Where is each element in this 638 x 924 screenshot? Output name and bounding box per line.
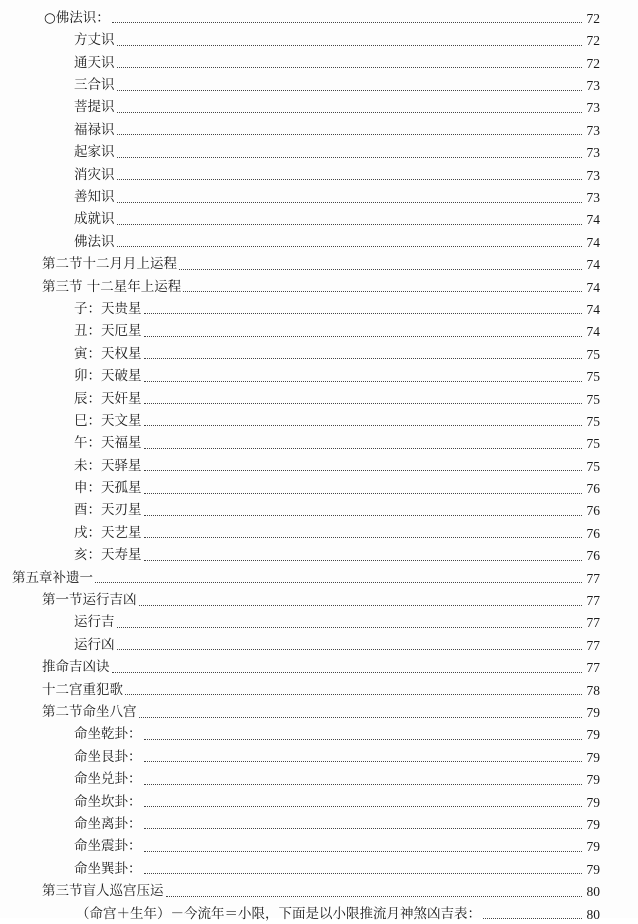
toc-entry-title: 成就识 bbox=[74, 211, 115, 228]
toc-entry-title: （命宫＋生年）－今流年＝小限，下面是以小限推流月神煞凶吉表： bbox=[76, 905, 481, 922]
toc-entry[interactable] bbox=[0, 342, 638, 364]
toc-entry-page-number: 79 bbox=[586, 839, 600, 855]
toc-entry-page-number: 73 bbox=[586, 167, 600, 183]
dot-leader bbox=[139, 604, 583, 606]
dot-leader bbox=[112, 671, 583, 673]
dot-leader bbox=[144, 447, 583, 449]
toc-entry-title: 辰：天奸星 bbox=[74, 390, 142, 407]
toc-entry-page-number: 77 bbox=[586, 615, 600, 631]
toc-entry-page-number: 73 bbox=[586, 190, 600, 206]
toc-entry[interactable] bbox=[0, 678, 638, 700]
toc-entry-page-number: 74 bbox=[586, 212, 600, 228]
toc-entry-title: 第三节 十二星年上运程 bbox=[42, 278, 182, 295]
toc-entry-page-number: 79 bbox=[586, 794, 600, 810]
toc-entry[interactable] bbox=[0, 73, 638, 95]
toc-entry-title: 三合识 bbox=[74, 77, 115, 94]
toc-entry-title: 未：天驿星 bbox=[74, 457, 142, 474]
dot-leader bbox=[117, 245, 583, 247]
dot-leader bbox=[144, 357, 583, 359]
toc-entry[interactable] bbox=[0, 28, 638, 50]
dot-leader bbox=[179, 268, 582, 270]
toc-entry[interactable] bbox=[0, 476, 638, 498]
toc-entry-page-number: 74 bbox=[586, 324, 600, 340]
toc-entry-page-number: 79 bbox=[586, 816, 600, 832]
dot-leader bbox=[117, 133, 583, 135]
dot-leader bbox=[144, 559, 583, 561]
toc-entry-page-number: 79 bbox=[586, 861, 600, 877]
toc-entry-title: 丑：天厄星 bbox=[74, 323, 142, 340]
dot-leader bbox=[125, 693, 582, 695]
toc-entry-page-number: 76 bbox=[586, 525, 600, 541]
toc-entry-title: 命坐离卦： bbox=[74, 815, 142, 832]
toc-entry-page-number: 72 bbox=[586, 33, 600, 49]
dot-leader bbox=[144, 402, 583, 404]
toc-entry-title: 午：天福星 bbox=[74, 435, 142, 452]
toc-entry-page-number: 77 bbox=[586, 570, 600, 586]
toc-entry[interactable] bbox=[0, 745, 638, 767]
dot-leader bbox=[144, 514, 583, 516]
toc-entry-title: 卯：天破星 bbox=[74, 368, 142, 385]
toc-entry-title: 方丈识 bbox=[74, 32, 115, 49]
dot-leader bbox=[117, 111, 583, 113]
toc-entry-page-number: 74 bbox=[586, 257, 600, 273]
toc-entry-title: 佛法识 bbox=[74, 233, 115, 250]
toc-entry-title: 第一节运行吉凶 bbox=[42, 592, 137, 609]
dot-leader bbox=[144, 805, 583, 807]
toc-entry[interactable] bbox=[0, 409, 638, 431]
toc-entry-title: 善知识 bbox=[74, 189, 115, 206]
toc-entry[interactable] bbox=[0, 319, 638, 341]
toc-entry-title: 十二宫重犯歌 bbox=[42, 681, 123, 698]
toc-entry[interactable] bbox=[0, 387, 638, 409]
dot-leader bbox=[117, 89, 583, 91]
toc-entry-page-number: 76 bbox=[586, 481, 600, 497]
toc-entry-page-number: 72 bbox=[586, 55, 600, 71]
toc-entry-title: 巳：天文星 bbox=[74, 412, 142, 429]
toc-entry[interactable] bbox=[0, 252, 638, 274]
dot-leader bbox=[144, 783, 583, 785]
toc-entry-page-number: 80 bbox=[586, 906, 600, 922]
toc-entry-page-number: 76 bbox=[586, 503, 600, 519]
toc-entry[interactable] bbox=[0, 96, 638, 118]
dot-leader bbox=[144, 312, 583, 314]
toc-entry-title: 命坐巽卦： bbox=[74, 860, 142, 877]
toc-entry[interactable] bbox=[0, 834, 638, 856]
toc-entry[interactable] bbox=[0, 163, 638, 185]
toc-entry[interactable] bbox=[0, 140, 638, 162]
toc-entry[interactable] bbox=[0, 543, 638, 565]
toc-entry[interactable] bbox=[0, 51, 638, 73]
toc-entry-title: 消灾识 bbox=[74, 166, 115, 183]
toc-entry[interactable] bbox=[0, 588, 638, 610]
dot-leader bbox=[144, 850, 583, 852]
dot-leader bbox=[144, 827, 583, 829]
dot-leader bbox=[166, 895, 583, 897]
toc-entry-title: 第二节命坐八宫 bbox=[42, 704, 137, 720]
toc-entry-page-number: 73 bbox=[586, 122, 600, 138]
dot-leader bbox=[117, 201, 583, 203]
toc-entry-page-number: 77 bbox=[586, 637, 600, 653]
dot-leader bbox=[483, 917, 582, 919]
dot-leader bbox=[117, 223, 583, 225]
toc-entry-title: 命坐震卦： bbox=[74, 838, 142, 855]
toc-entry-title: 戌：天艺星 bbox=[74, 524, 142, 541]
toc-entry-title: 亥：天寿星 bbox=[74, 547, 142, 564]
toc-entry-title: 子：天贵星 bbox=[74, 300, 142, 317]
toc-entry[interactable] bbox=[0, 364, 638, 386]
table-of-contents bbox=[0, 6, 638, 924]
toc-entry-page-number: 79 bbox=[586, 749, 600, 765]
toc-entry-page-number: 75 bbox=[586, 458, 600, 474]
dot-leader bbox=[144, 469, 583, 471]
toc-entry[interactable] bbox=[0, 790, 638, 812]
toc-entry-title: 第三节盲人巡宫压运 bbox=[42, 883, 164, 900]
toc-entry-page-number: 79 bbox=[586, 727, 600, 743]
toc-entry[interactable] bbox=[0, 499, 638, 521]
dot-leader bbox=[117, 626, 583, 628]
toc-entry-page-number: 76 bbox=[586, 548, 600, 564]
dot-leader bbox=[139, 716, 583, 718]
toc-entry-title: 运行吉 bbox=[74, 614, 115, 631]
toc-entry-page-number: 77 bbox=[586, 593, 600, 609]
dot-leader bbox=[117, 648, 583, 650]
dot-leader bbox=[144, 492, 583, 494]
toc-entry[interactable] bbox=[0, 633, 638, 655]
toc-entry[interactable] bbox=[0, 767, 638, 789]
dot-leader bbox=[95, 581, 582, 583]
toc-entry-page-number: 75 bbox=[586, 391, 600, 407]
toc-entry-page-number: 75 bbox=[586, 413, 600, 429]
toc-entry-page-number: 75 bbox=[586, 346, 600, 362]
toc-entry-page-number: 73 bbox=[586, 145, 600, 161]
toc-entry-title: 运行凶 bbox=[74, 636, 115, 653]
toc-entry[interactable] bbox=[0, 812, 638, 834]
toc-entry-page-number: 79 bbox=[586, 772, 600, 788]
dot-leader bbox=[144, 335, 583, 337]
toc-entry-title: 推命吉凶诀 bbox=[42, 659, 110, 676]
dot-leader bbox=[117, 156, 583, 158]
toc-entry-title: 酉：天刃星 bbox=[74, 502, 142, 519]
toc-entry[interactable] bbox=[0, 6, 638, 28]
toc-entry[interactable] bbox=[0, 611, 638, 633]
toc-entry[interactable] bbox=[0, 185, 638, 207]
toc-entry[interactable] bbox=[0, 566, 638, 588]
dot-leader bbox=[144, 380, 583, 382]
toc-entry[interactable] bbox=[0, 118, 638, 140]
toc-entry-page-number: 74 bbox=[586, 279, 600, 295]
dot-leader bbox=[112, 21, 582, 23]
toc-entry[interactable] bbox=[0, 879, 638, 901]
toc-entry-page-number: 77 bbox=[586, 660, 600, 676]
toc-entry-page-number: 74 bbox=[586, 301, 600, 317]
dot-leader bbox=[117, 44, 583, 46]
toc-entry-page-number: 78 bbox=[586, 682, 600, 698]
toc-entry[interactable] bbox=[0, 902, 638, 924]
toc-entry[interactable] bbox=[0, 275, 638, 297]
toc-entry[interactable] bbox=[0, 208, 638, 230]
toc-entry-title: 通天识 bbox=[74, 54, 115, 71]
toc-entry[interactable] bbox=[0, 297, 638, 319]
toc-entry[interactable] bbox=[0, 655, 638, 677]
toc-entry[interactable] bbox=[0, 230, 638, 252]
toc-entry-page-number: 72 bbox=[586, 10, 600, 26]
toc-entry-title: 命坐艮卦： bbox=[74, 748, 142, 765]
toc-entry-title: 起家识 bbox=[74, 144, 115, 161]
dot-leader bbox=[183, 290, 582, 292]
toc-entry-title: 寅：天权星 bbox=[74, 345, 142, 362]
toc-entry-title: 福禄识 bbox=[74, 121, 115, 138]
toc-entry[interactable] bbox=[0, 431, 638, 453]
toc-entry-title: 第五章补遗一 bbox=[12, 569, 93, 586]
toc-entry[interactable] bbox=[0, 857, 638, 879]
toc-entry-title: 菩提识 bbox=[74, 99, 115, 116]
toc-entry-title: ○佛法识： bbox=[44, 9, 110, 26]
toc-entry-page-number: 75 bbox=[586, 369, 600, 385]
dot-leader bbox=[117, 66, 583, 68]
toc-entry-page-number: 75 bbox=[586, 436, 600, 452]
toc-entry-page-number: 73 bbox=[586, 100, 600, 116]
toc-entry-page-number: 73 bbox=[586, 78, 600, 94]
dot-leader bbox=[144, 738, 583, 740]
toc-entry[interactable] bbox=[0, 700, 638, 722]
toc-entry[interactable] bbox=[0, 521, 638, 543]
dot-leader bbox=[144, 536, 583, 538]
toc-entry-page-number: 79 bbox=[586, 705, 600, 720]
toc-entry-title: 申：天孤星 bbox=[74, 480, 142, 497]
toc-entry-title: 命坐坎卦： bbox=[74, 793, 142, 810]
toc-entry-page-number: 74 bbox=[586, 234, 600, 250]
toc-entry-title: 第二节十二月月上运程 bbox=[42, 256, 177, 273]
dot-leader bbox=[144, 424, 583, 426]
toc-entry-title: 命坐兑卦： bbox=[74, 771, 142, 788]
dot-leader bbox=[144, 760, 583, 762]
toc-entry[interactable] bbox=[0, 454, 638, 476]
toc-entry-page-number: 80 bbox=[586, 884, 600, 900]
toc-entry-title: 命坐乾卦： bbox=[74, 726, 142, 743]
dot-leader bbox=[117, 178, 583, 180]
toc-entry[interactable] bbox=[0, 723, 638, 745]
dot-leader bbox=[144, 872, 583, 874]
